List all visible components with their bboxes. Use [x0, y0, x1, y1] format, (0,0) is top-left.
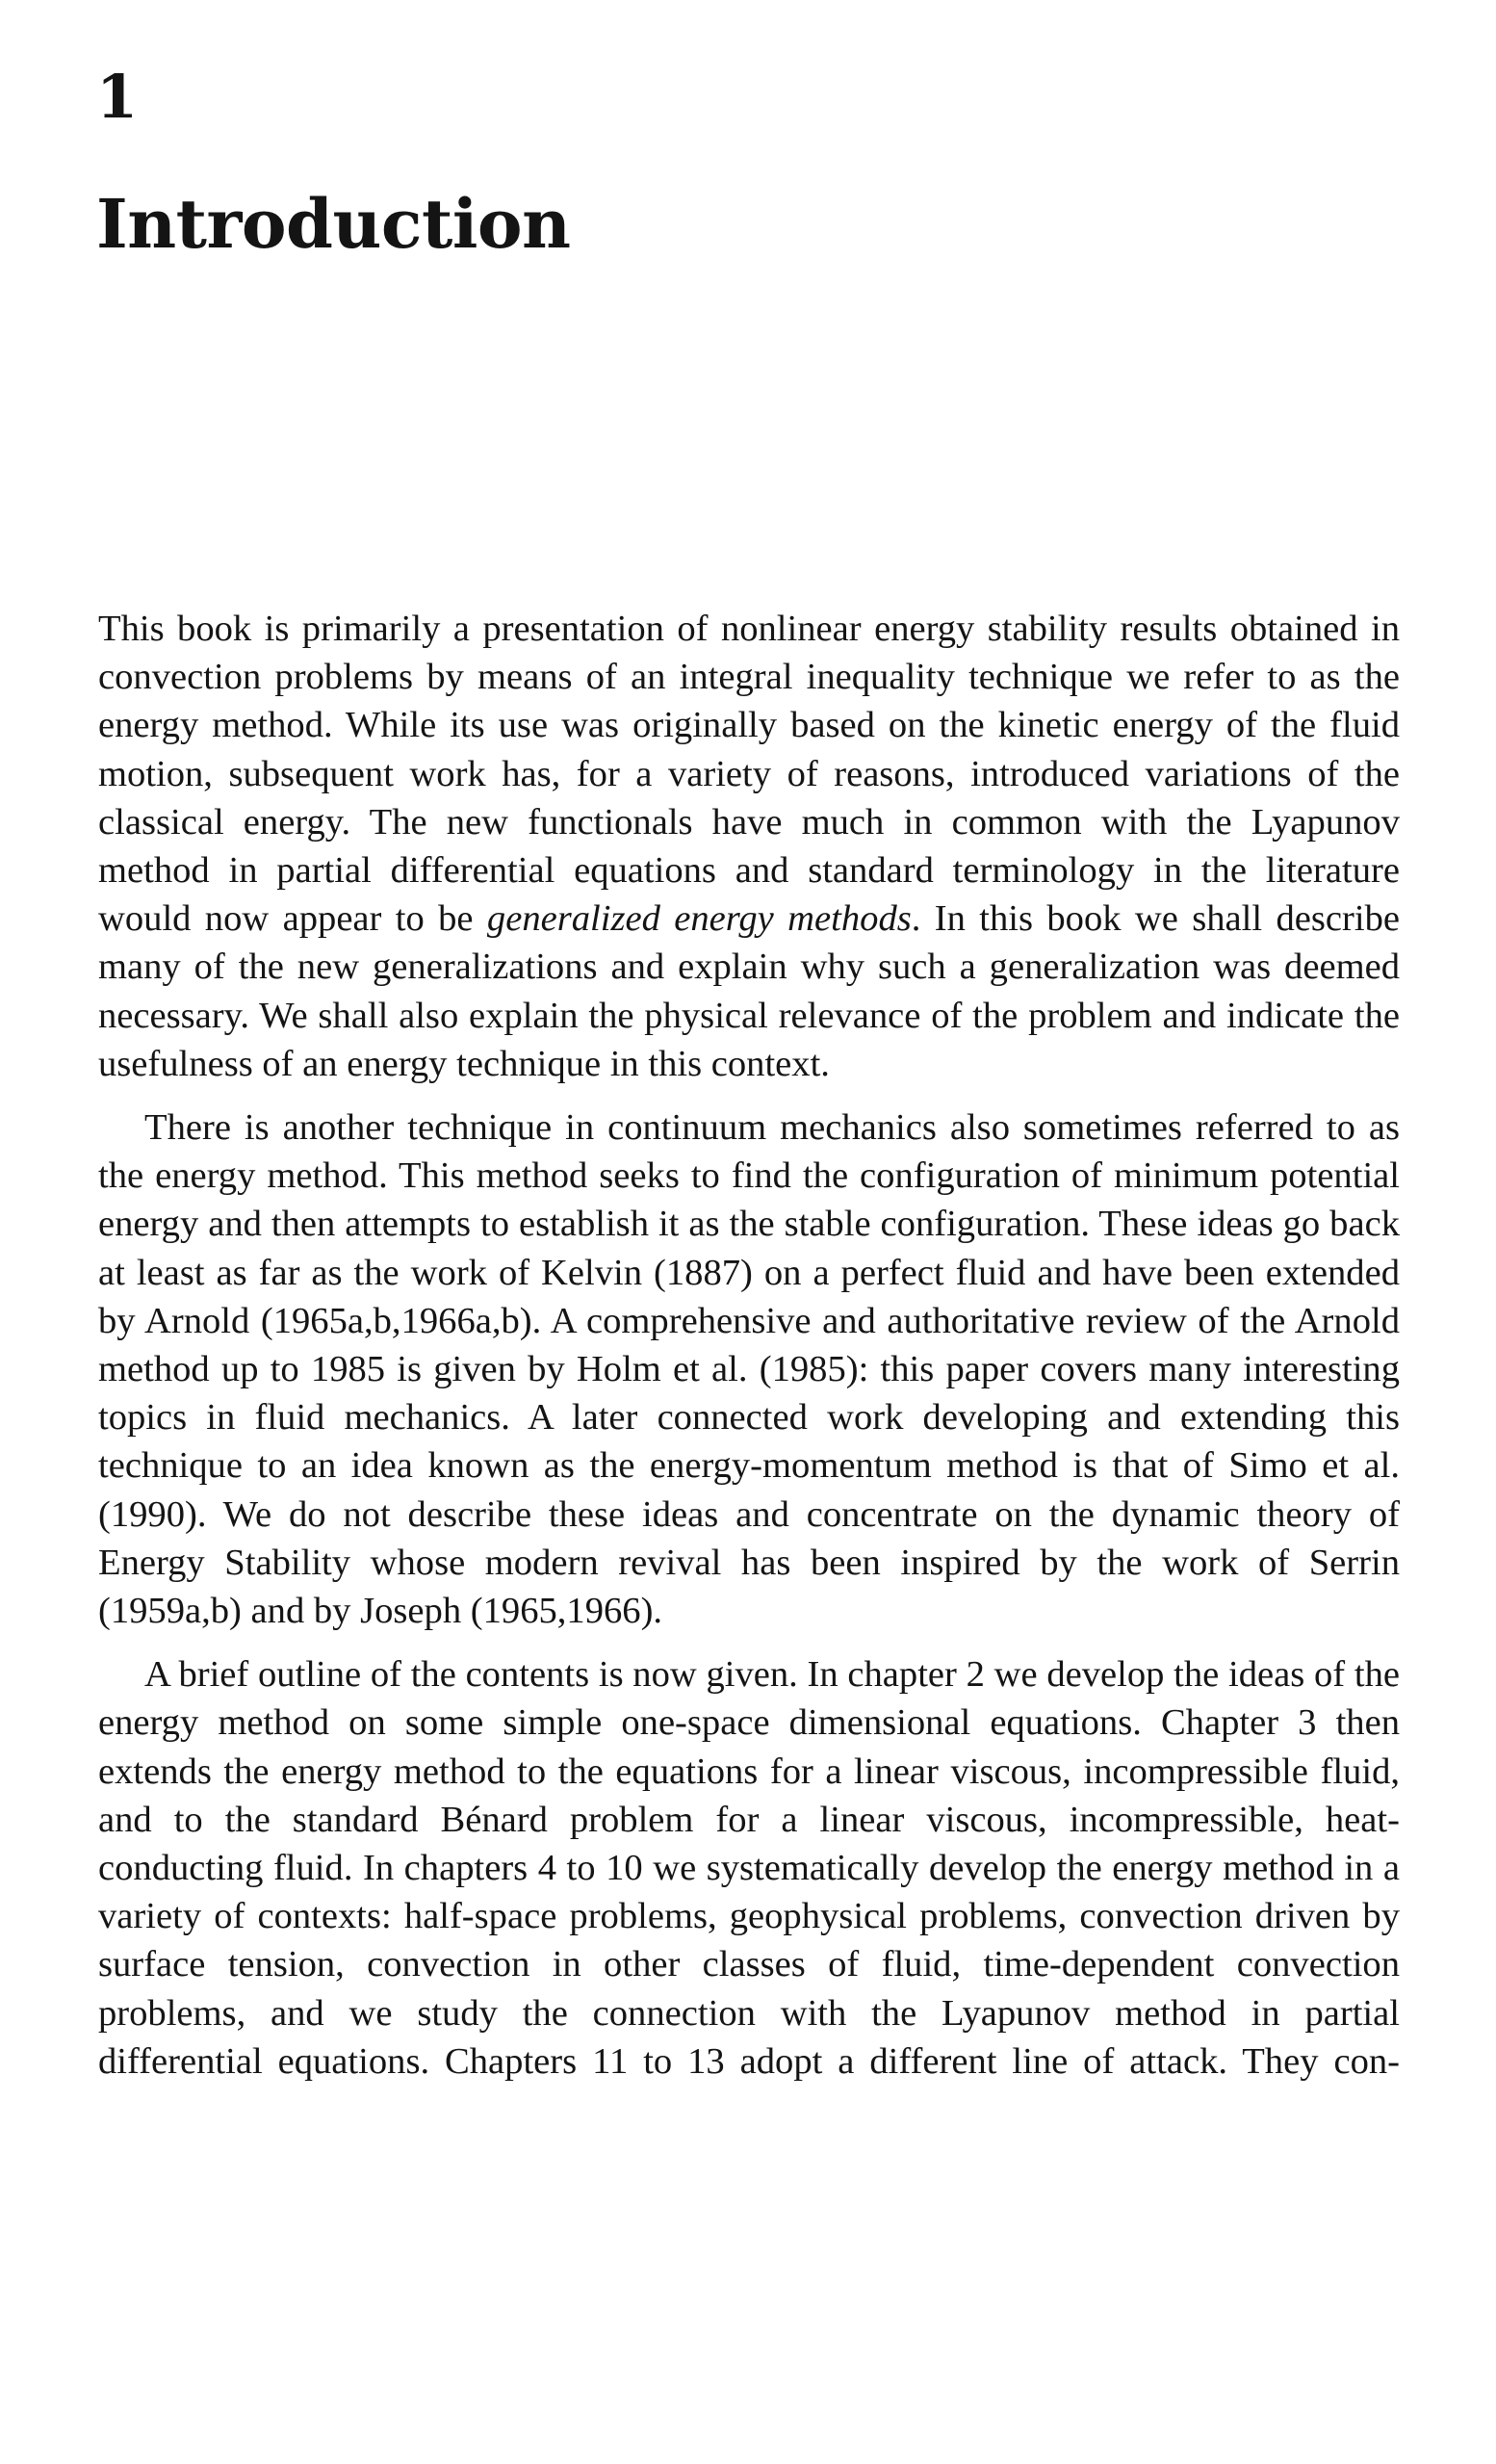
paragraph-1-emphasis: generalized energy methods	[486, 898, 912, 940]
paragraph-1-text-start: This book is primarily a presentation of nonlinear energy stability results obtained in convection problems by means of an integral inequality technique we refer to as the energy method. While its use was originally based on the kinetic energy of the fluid motion, subsequent work has, for a variety of reasons, introduced variations of the classical energy. The new functionals have much in common with the Lyapunov method in partial differential equations and standard terminology in the literature would now appear to be	[98, 609, 1400, 940]
body-text	[98, 605, 1400, 2101]
paragraph-3: A brief outline of the contents is now given. In chapter 2 we develop the ideas of the energy method on some simple one-space dimensional equations. Chapter 3 then extends the energy method to the equations for a linear viscous, incompressible fluid, and to the standard Bénard problem for a linear viscous, incompressible, heat-conducting fluid. In chapters 4 to 10 we systematically develop the energy method in a variety of contexts: half-space problems, geophysical problems, convection driven by surface tension, convection in other classes of fluid, time-dependent convection problems, and we study the connection with the Lyapunov method in partial differential equations. Chapters 11 to 13 adopt a different line of attack. They con-	[98, 1654, 1400, 2082]
paragraph-1	[98, 605, 1400, 1088]
chapter-number: 1	[96, 62, 139, 132]
paragraph-2: There is another technique in continuum mechanics also sometimes referred to as the energy method. This method seeks to find the configuration of minimum potential energy and then attempts to establish it as the stable configuration. These ideas go back at least as far as the work of Kelvin (1887) on a perfect fluid and have been extended by Arnold (1965a,b,1966a,b). A comprehensive and authoritative review of the Arnold method up to 1985 is given by Holm et al. (1985): this paper covers many interesting topics in fluid mechanics. A later connected work developing and extending this technique to an idea known as the energy-momentum method is that of Simo et al. (1990). We do not describe these ideas and concentrate on the dynamic theory of Energy Stability whose modern revival has been inspired by the work of Serrin (1959a,b) and by Joseph (1965,1966).	[98, 1107, 1400, 1632]
chapter-title: Introduction	[96, 184, 571, 264]
paragraph-1-text-end: . In this book we shall describe many of the new generalizations and explain why such a generalization was deemed necessary. We shall also explain the physical relevance of the problem and indicate the usefulness of an energy technique in this context.	[98, 898, 1400, 1084]
